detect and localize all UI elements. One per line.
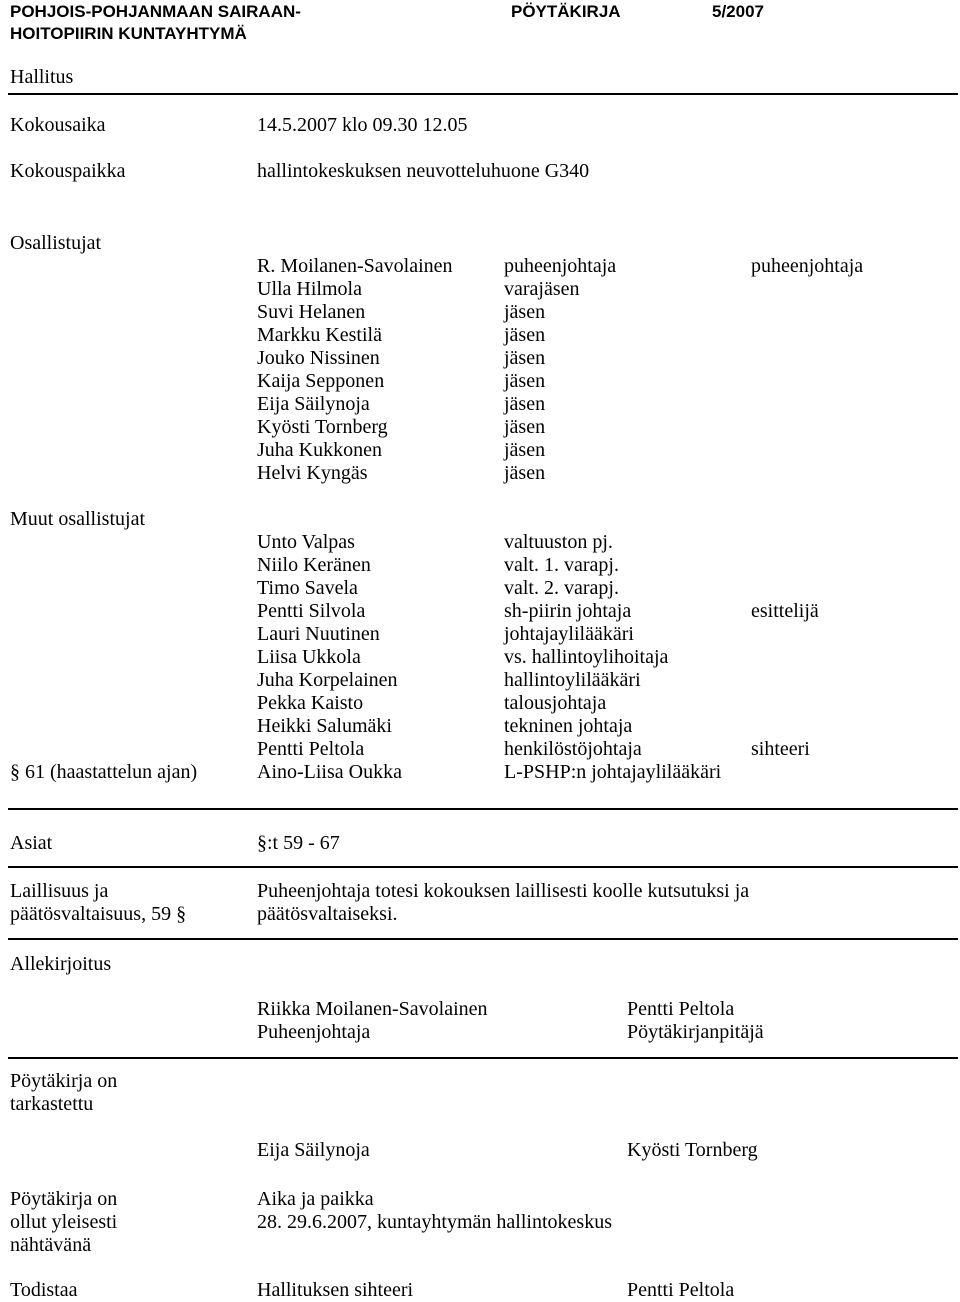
attendee-name: Heikki Salumäki [257,715,392,737]
attendee-role: sh-piirin johtaja [504,600,632,622]
attendee-role: tekninen johtaja [504,715,633,737]
display-label-line2: ollut yleisesti [10,1211,118,1233]
participant-name: Kyösti Tornberg [257,416,388,438]
governing-body: Hallitus [10,66,74,88]
attendee-role: talousjohtaja [504,692,607,714]
attendee-name: Pentti Silvola [257,600,366,622]
attendee-note: sihteeri [751,738,810,760]
meeting-time-label: Kokousaika [10,114,106,136]
legality-text-line1: Puheenjohtaja totesi kokouksen laillisesti koolle kutsutuksi ja [257,880,750,902]
attendee-role: vs. hallintoylihoitaja [504,646,669,668]
participant-role: jäsen [504,439,546,461]
attendee-role: L-PSHP:n johtajaylilääkäri [504,761,722,783]
display-value: 28. 29.6.2007, kuntayhtymän hallintokeskus [257,1211,612,1233]
review-label-line1: Pöytäkirja on [10,1070,118,1092]
attendee-name: Niilo Keränen [257,554,371,576]
display-label-line3: nähtävänä [10,1234,92,1256]
participant-name: Kaija Sepponen [257,370,385,392]
attendee-name: Aino-Liisa Oukka [257,761,402,783]
participant-role: jäsen [504,370,546,392]
legality-text-line2: päätösvaltaiseksi. [257,903,398,925]
participant-name: Eija Säilynoja [257,393,370,415]
attendee-note: esittelijä [751,600,819,622]
participant-name: Juha Kukkonen [257,439,382,461]
attendee-role: valt. 1. varapj. [504,554,619,576]
display-heading: Aika ja paikka [257,1188,374,1210]
participant-role: varajäsen [504,278,580,300]
participant-name: Ulla Hilmola [257,278,362,300]
meeting-place-label: Kokouspaikka [10,160,126,182]
participant-name: R. Moilanen-Savolainen [257,255,453,277]
other-attendees-label: Muut osallistujat [10,508,145,530]
attendee-name: Pentti Peltola [257,738,365,760]
participant-role: jäsen [504,393,546,415]
reviewer-name: Eija Säilynoja [257,1139,370,1161]
participant-role: jäsen [504,347,546,369]
attendee-role: henkilöstöjohtaja [504,738,642,760]
attendee-name: Timo Savela [257,577,358,599]
reviewer-name: Kyösti Tornberg [627,1139,758,1161]
certify-label: Todistaa [10,1279,78,1301]
secretary-title: Pöytäkirjanpitäjä [627,1021,764,1043]
review-label-line2: tarkastettu [10,1093,94,1115]
divider [8,866,958,868]
certify-role: Hallituksen sihteeri [257,1279,414,1301]
participant-name: Markku Kestilä [257,324,382,346]
participant-name: Suvi Helanen [257,301,366,323]
attendee-name: Pekka Kaisto [257,692,364,714]
attendee-role: johtajaylilääkäri [504,623,634,645]
participant-role: jäsen [504,416,546,438]
matters-label: Asiat [10,832,53,854]
participant-role: jäsen [504,324,546,346]
display-label-line1: Pöytäkirja on [10,1188,118,1210]
participant-note: puheenjohtaja [751,255,864,277]
certify-name: Pentti Peltola [627,1279,735,1301]
legality-label-line2: päätösvaltaisuus, 59 § [10,903,187,925]
matters-value: §:t 59 - 67 [257,832,340,854]
signatures-label: Allekirjoitus [10,953,112,975]
chair-name: Riikka Moilanen-Savolainen [257,998,488,1020]
participant-name: Jouko Nissinen [257,347,380,369]
legality-label-line1: Laillisuus ja [10,880,109,902]
divider [8,1057,958,1059]
document-number: 5/2007 [712,2,764,21]
section-reference: § 61 (haastattelun ajan) [10,761,198,783]
participant-role: jäsen [504,462,546,484]
attendee-name: Liisa Ukkola [257,646,361,668]
participants-label: Osallistujat [10,232,102,254]
attendee-name: Unto Valpas [257,531,355,553]
org-name-line2: HOITOPIIRIN KUNTAYHTYMÄ [10,24,247,43]
divider [8,938,958,940]
secretary-name: Pentti Peltola [627,998,735,1020]
meeting-place-value: hallintokeskuksen neuvotteluhuone G340 [257,160,590,182]
participant-role: puheenjohtaja [504,255,617,277]
participant-role: jäsen [504,301,546,323]
document-type: PÖYTÄKIRJA [511,2,621,21]
attendee-role: hallintoylilääkäri [504,669,641,691]
attendee-role: valt. 2. varapj. [504,577,619,599]
divider [8,93,958,95]
participant-name: Helvi Kyngäs [257,462,368,484]
chair-title: Puheenjohtaja [257,1021,371,1043]
org-name-line1: POHJOIS-POHJANMAAN SAIRAAN- [10,2,301,21]
divider [8,808,958,810]
attendee-name: Juha Korpelainen [257,669,398,691]
attendee-name: Lauri Nuutinen [257,623,380,645]
meeting-time-value: 14.5.2007 klo 09.30 12.05 [257,114,468,136]
attendee-role: valtuuston pj. [504,531,613,553]
